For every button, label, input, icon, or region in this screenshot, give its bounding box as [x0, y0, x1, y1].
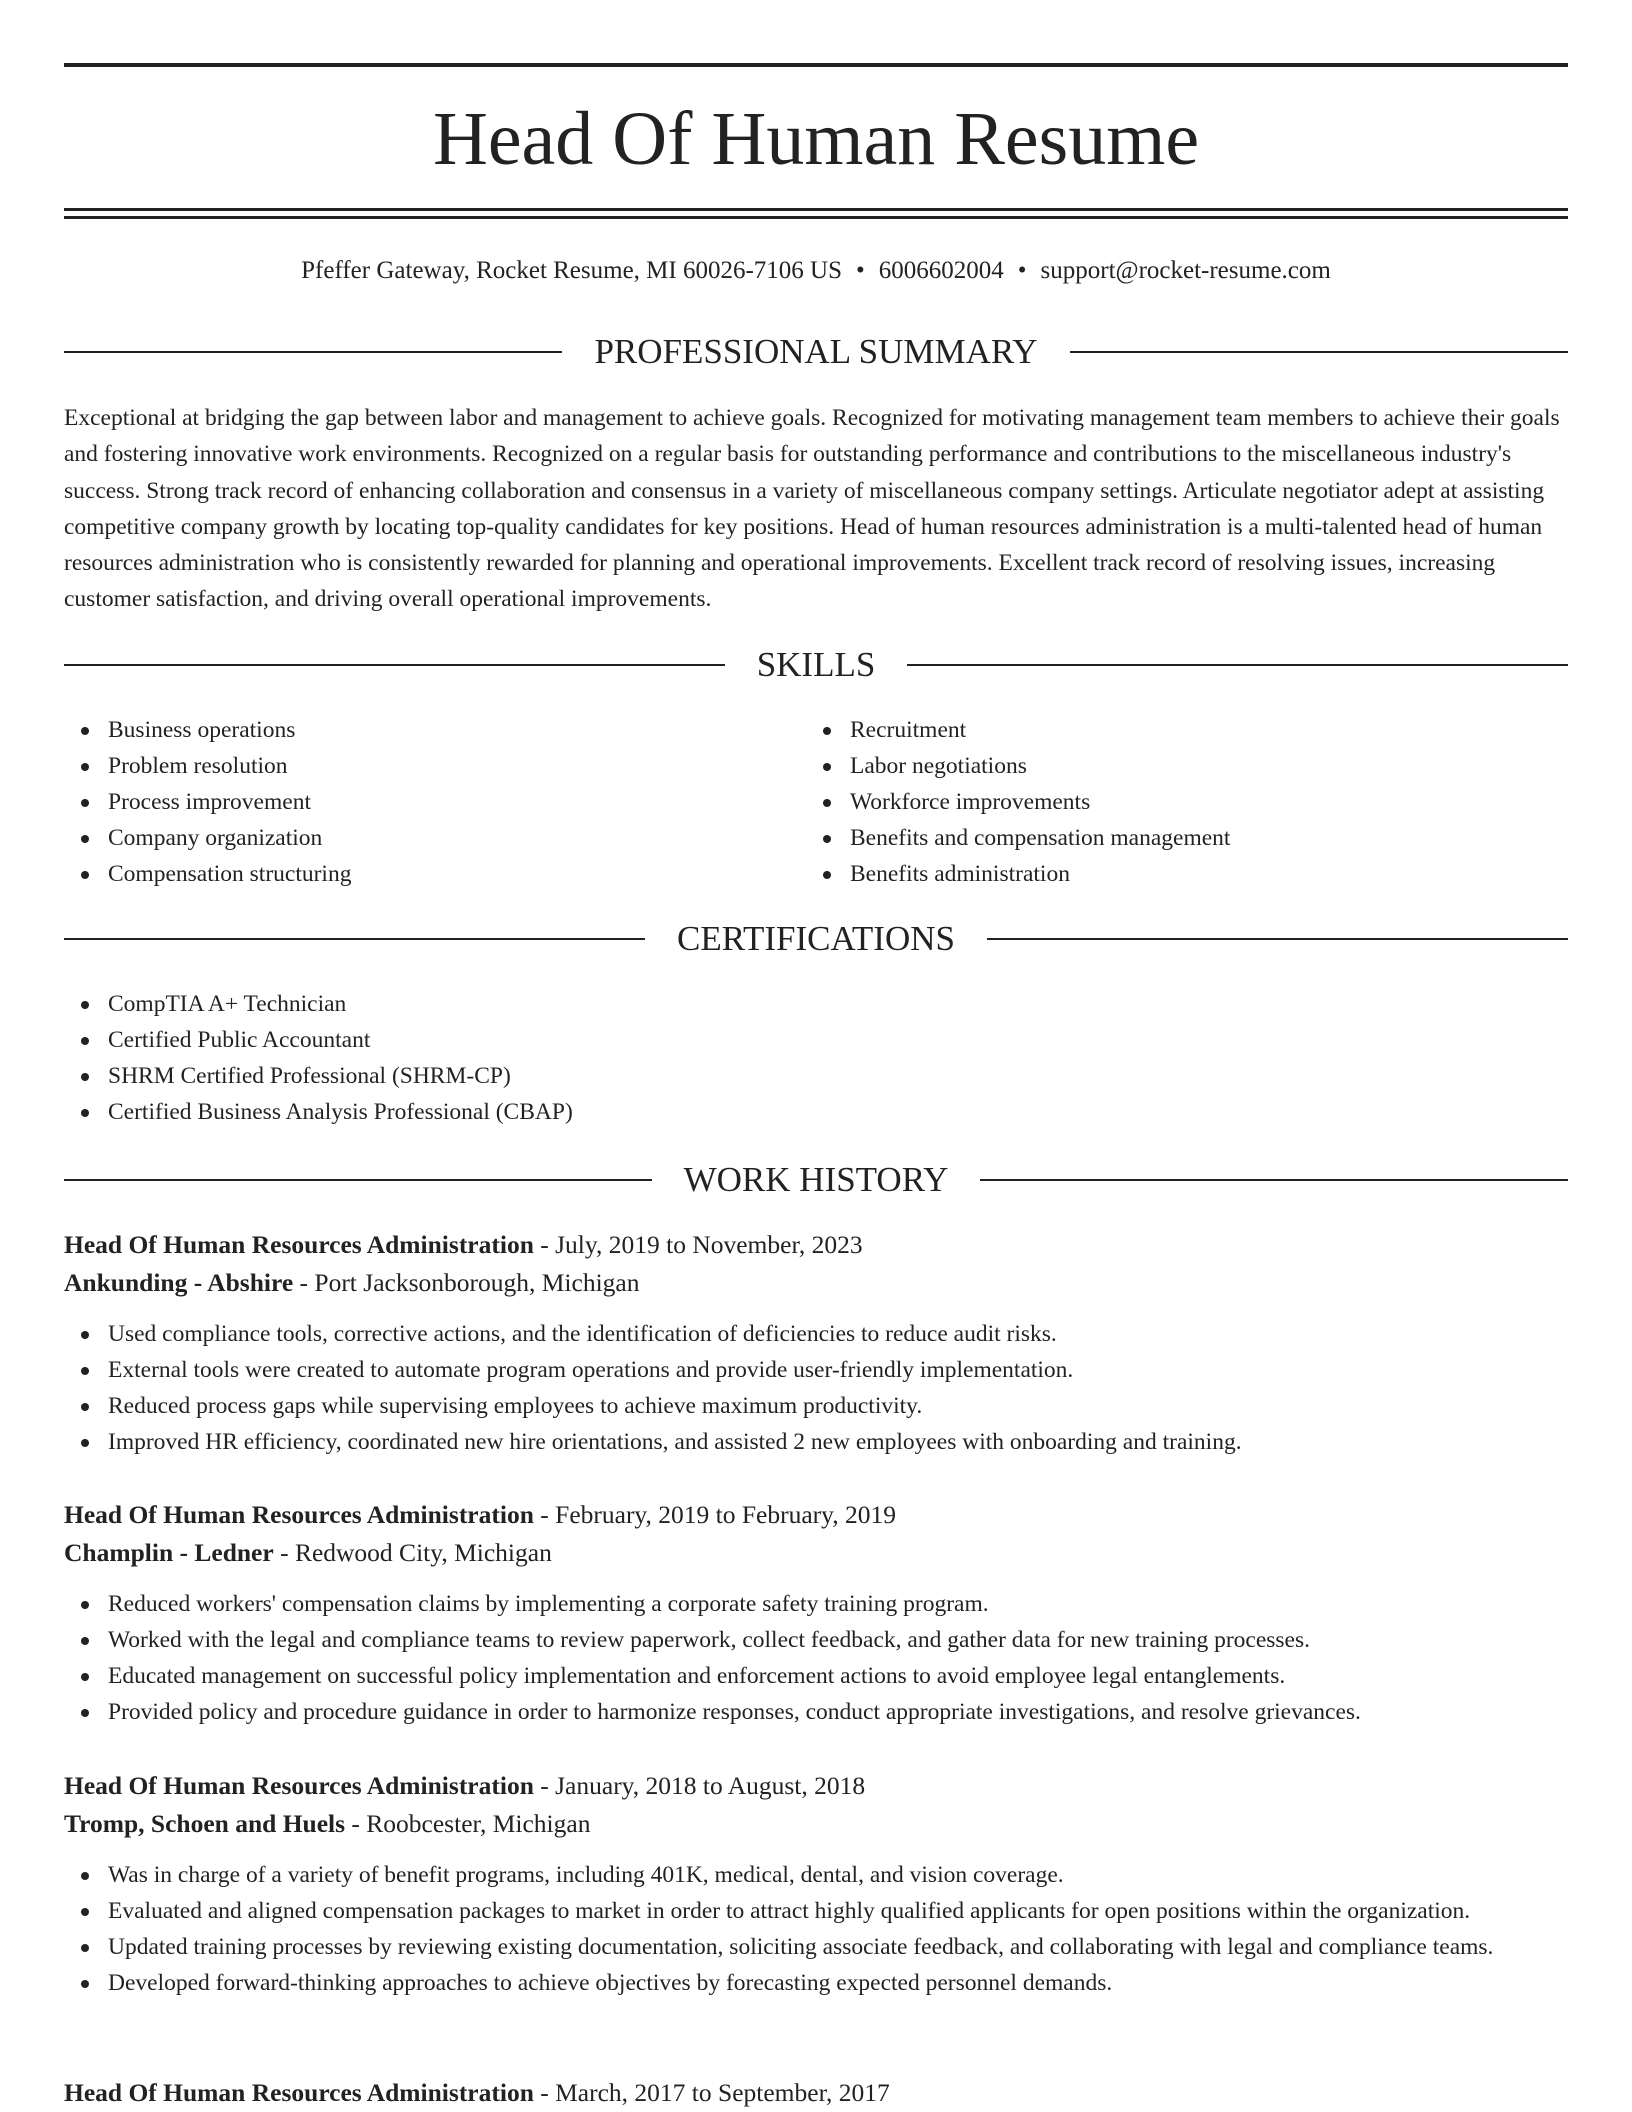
- section-title: WORK HISTORY: [683, 1160, 949, 1199]
- contact-phone: 6006602004: [878, 257, 1004, 284]
- job-title: Head Of Human Resources Administration: [64, 2078, 534, 2107]
- section-rule: [64, 938, 645, 940]
- job-title-line: [64, 2074, 1568, 2112]
- contact-email: support@rocket-resume.com: [1040, 257, 1331, 284]
- skills-list-left: [64, 712, 804, 892]
- section-rule: [980, 1179, 1568, 1181]
- skill-item: Process improvement: [64, 784, 804, 820]
- job-duty: Reduced workers' compensation claims by implementing a corporate safety training program.: [64, 1586, 1568, 1622]
- job-entry: [64, 1767, 1568, 2001]
- skill-item: Business operations: [64, 712, 804, 748]
- certification-item: Certified Public Accountant: [64, 1022, 1568, 1058]
- section-header-skills: [64, 642, 1568, 688]
- job-duties-list: [64, 1316, 1568, 1460]
- job-dates: - January, 2018 to August, 2018: [533, 1771, 866, 1800]
- section-rule: [64, 351, 562, 353]
- job-company-line: [64, 1264, 1568, 1302]
- job-duty: Improved HR efficiency, coordinated new hire orientations, and assisted 2 new employees with onboarding and training.: [64, 1424, 1568, 1460]
- skill-item: Benefits administration: [806, 856, 1566, 892]
- section-header-certifications: [64, 916, 1568, 962]
- section-rule: [64, 1179, 652, 1181]
- skill-item: Compensation structuring: [64, 856, 804, 892]
- certification-item: CompTIA A+ Technician: [64, 986, 1568, 1022]
- job-company: Ankunding - Abshire: [64, 1268, 294, 1297]
- skill-item: Company organization: [64, 820, 804, 856]
- summary-text: Exceptional at bridging the gap between labor and management to achieve goals. Recognized for motivating management team members to achieve their goals and fostering innovative work environments. Recognized on a regular basis for outstanding performance and contributions to the miscellaneous industry's success. Strong track record of enhancing collaboration and consensus in a variety of miscellaneous company settings. Articulate negotiator adept at assisting competitive company growth by locating top-quality candidates for key positions. Head of human resources administration is a multi-talented head of human resources administration who is consistently rewarded for planning and operational improvements. Excellent track record of resolving issues, increasing customer satisfaction, and driving overall operational improvements.: [64, 405, 1560, 613]
- section-rule: [1070, 351, 1568, 353]
- contact-address: Pfeffer Gateway, Rocket Resume, MI 60026-7106 US: [301, 257, 843, 284]
- contact-separator: •: [1017, 257, 1027, 284]
- job-duty: Updated training processes by reviewing existing documentation, soliciting associate feedback, and collaborating with legal and compliance teams.: [64, 1929, 1568, 1965]
- section-header-summary: [64, 329, 1568, 375]
- job-dates: - July, 2019 to November, 2023: [533, 1230, 863, 1259]
- section-title: SKILLS: [756, 645, 876, 684]
- certification-item: Certified Business Analysis Professional (CBAP): [64, 1094, 1568, 1130]
- job-company: Tromp, Schoen and Huels: [64, 1809, 346, 1838]
- job-duty: Used compliance tools, corrective actions, and the identification of deficiencies to reduce audit risks.: [64, 1316, 1568, 1352]
- job-title-line: [64, 1496, 1568, 1534]
- skill-item: Problem resolution: [64, 748, 804, 784]
- job-company-line: [64, 1534, 1568, 1572]
- skill-item: Workforce improvements: [806, 784, 1566, 820]
- skills-list-right: [806, 712, 1566, 892]
- section-rule: [64, 664, 725, 666]
- title-rule-lower: [64, 216, 1568, 219]
- job-duty: Provided policy and procedure guidance in order to harmonize responses, conduct appropriate investigations, and resolve grievances.: [64, 1694, 1568, 1730]
- page-title: Head Of Human Resume: [432, 97, 1200, 181]
- certifications-list: [64, 986, 1568, 1130]
- job-entry: [64, 1226, 1568, 1460]
- job-title: Head Of Human Resources Administration: [64, 1230, 534, 1259]
- job-duty: Worked with the legal and compliance teams to review paperwork, collect feedback, and gather data for new training processes.: [64, 1622, 1568, 1658]
- job-entry: [64, 2074, 1568, 2112]
- job-duty: External tools were created to automate program operations and provide user-friendly implementation.: [64, 1352, 1568, 1388]
- skill-item: Recruitment: [806, 712, 1566, 748]
- job-title: Head Of Human Resources Administration: [64, 1771, 534, 1800]
- top-rule: [64, 63, 1568, 67]
- job-duty: Reduced process gaps while supervising employees to achieve maximum productivity.: [64, 1388, 1568, 1424]
- section-rule: [987, 938, 1568, 940]
- section-title: CERTIFICATIONS: [677, 919, 955, 958]
- job-entry: [64, 1496, 1568, 1730]
- job-title-line: [64, 1226, 1568, 1264]
- title-rule-upper: [64, 208, 1568, 211]
- job-company: Champlin - Ledner: [64, 1538, 274, 1567]
- job-location: - Roobcester, Michigan: [345, 1809, 591, 1838]
- certification-item: SHRM Certified Professional (SHRM-CP): [64, 1058, 1568, 1094]
- job-duty: Developed forward-thinking approaches to achieve objectives by forecasting expected personnel demands.: [64, 1965, 1568, 2001]
- skill-item: Benefits and compensation management: [806, 820, 1566, 856]
- job-duty: Educated management on successful policy implementation and enforcement actions to avoid employee legal entanglements.: [64, 1658, 1568, 1694]
- job-title-line: [64, 1767, 1568, 1805]
- job-location: - Redwood City, Michigan: [273, 1538, 552, 1567]
- job-company-line: [64, 1805, 1568, 1843]
- section-header-work-history: [64, 1157, 1568, 1203]
- section-rule: [907, 664, 1568, 666]
- contact-separator: •: [856, 257, 865, 284]
- skill-item: Labor negotiations: [806, 748, 1566, 784]
- job-title: Head Of Human Resources Administration: [64, 1500, 534, 1529]
- job-location: - Port Jacksonborough, Michigan: [293, 1268, 640, 1297]
- contact-line: [64, 254, 1568, 288]
- job-duty: Was in charge of a variety of benefit programs, including 401K, medical, dental, and vision coverage.: [64, 1857, 1568, 1893]
- job-duty: Evaluated and aligned compensation packages to market in order to attract highly qualified applicants for open positions within the organization.: [64, 1893, 1568, 1929]
- job-dates: - March, 2017 to September, 2017: [533, 2078, 890, 2107]
- section-title: PROFESSIONAL SUMMARY: [594, 332, 1038, 371]
- job-duties-list: [64, 1857, 1568, 2001]
- job-dates: - February, 2019 to February, 2019: [533, 1500, 897, 1529]
- job-duties-list: [64, 1586, 1568, 1730]
